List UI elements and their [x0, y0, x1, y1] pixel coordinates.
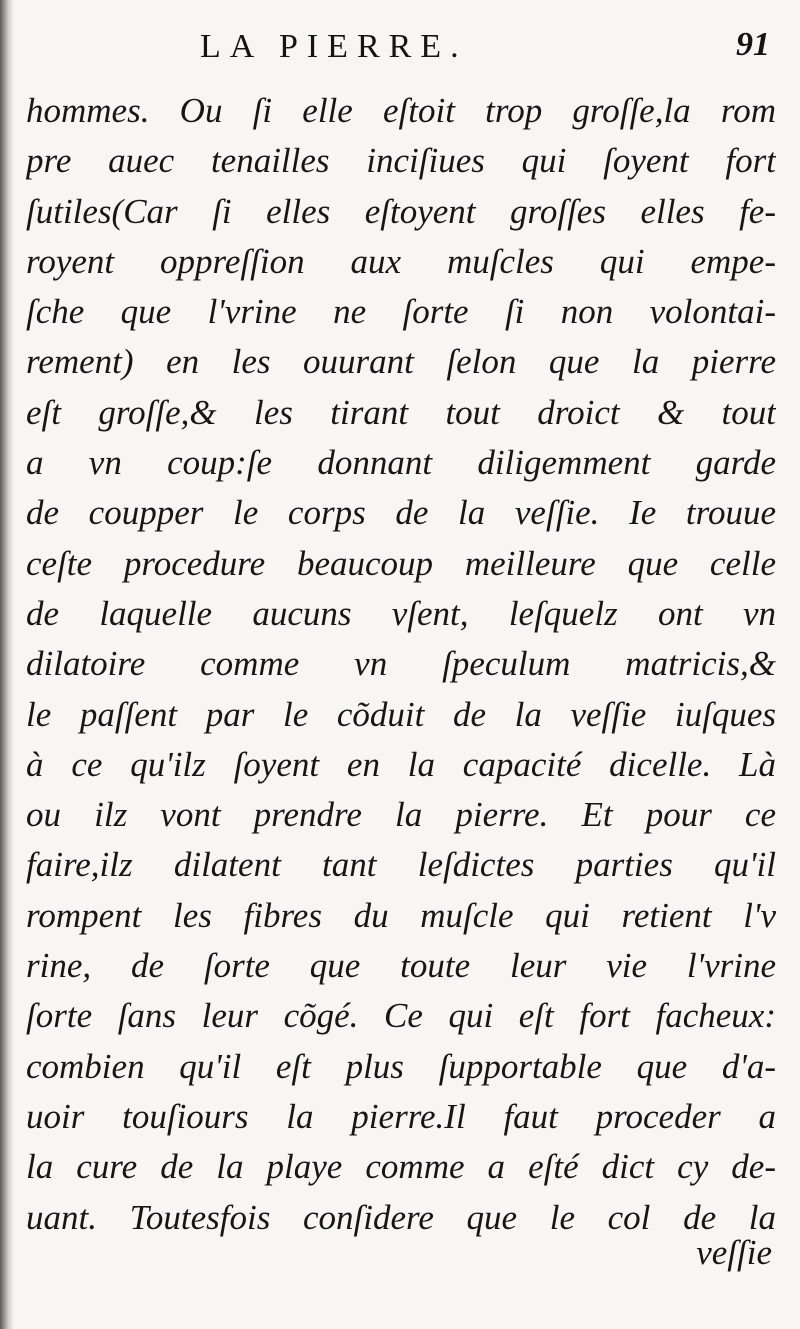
text-line: combien qu'il eſt plus ſupportable que d'a- [26, 1046, 776, 1086]
text-line: ſche que l'vrine ne ſorte ſi non volontai- [26, 292, 776, 332]
text-line: rement) en les ouurant ſelon que la pierre [26, 342, 776, 382]
text-line: ceſte procedure beaucoup meilleure que celle [26, 543, 776, 583]
text-line: ſorte ſans leur cõgé. Ce qui eſt fort facheux: [26, 996, 776, 1036]
text-line: ou ilz vont prendre la pierre. Et pour ce [26, 795, 776, 835]
gutter-shadow [0, 0, 14, 1329]
text-line: hommes. Ou ſi elle eſtoit trop groſſe,la rom [26, 91, 776, 130]
text-line: uant. Toutesfois conſidere que le col de la [26, 1197, 776, 1237]
text-line: uoir touſiours la pierre.Il faut proceder a [26, 1096, 776, 1136]
text-line: rine, de ſorte que toute leur vie l'vrine [26, 946, 776, 986]
page-number: 91 [736, 26, 770, 63]
text-line: a vn coup:ſe donnant diligemment garde [26, 443, 776, 483]
text-line: rompent les fibres du muſcle qui retient l'v [26, 895, 776, 935]
text-line: à ce qu'ilz ſoyent en la capacité dicelle. Là [26, 744, 776, 784]
text-line: ſutiles(Car ſi elles eſtoyent groſſes elles fe- [26, 191, 776, 231]
text-line: le paſſent par le cõduit de la veſſie iuſques [26, 694, 776, 734]
text-line: de laquelle aucuns vſent, leſquelz ont vn [26, 593, 776, 633]
body-text [26, 86, 776, 1243]
page-header [0, 22, 800, 74]
text-line: eſt groſſe,& les tirant tout droict & tout [26, 392, 776, 432]
text-line: royent oppreſſion aux muſcles qui empe- [26, 241, 776, 281]
text-line: dilatoire comme vn ſpeculum matricis,& [26, 644, 776, 684]
text-line: de coupper le corps de la veſſie. Ie trouue [26, 493, 776, 533]
text-line: faire,ilz dilatent tant leſdictes parties qu'il [26, 845, 776, 885]
text-line: pre auec tenailles inciſiues qui ſoyent fort [26, 141, 776, 181]
catchword: veſſie [696, 1233, 772, 1272]
text-line: la cure de la playe comme a eſté dict cy de- [26, 1147, 776, 1187]
running-head: LA PIERRE. [200, 28, 468, 65]
